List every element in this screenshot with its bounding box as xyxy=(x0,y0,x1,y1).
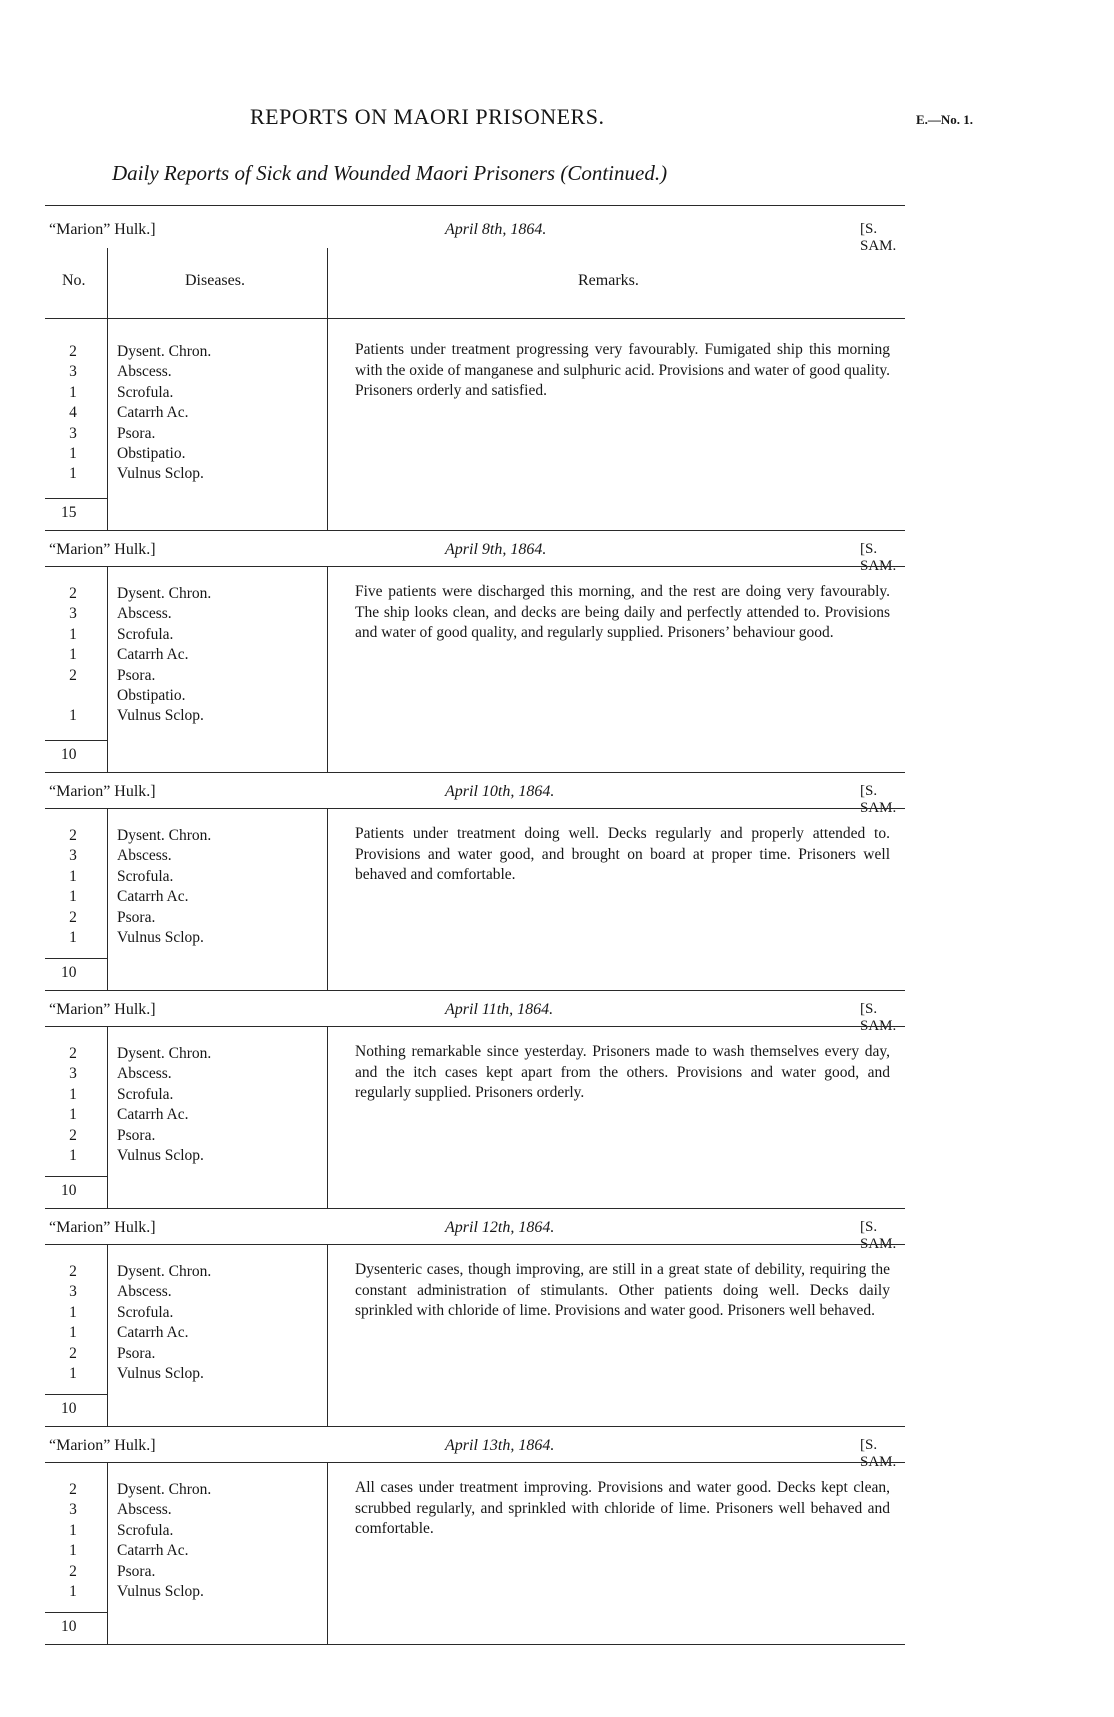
column-divider xyxy=(327,1244,328,1426)
disease-name: Psora. xyxy=(117,1126,156,1144)
vessel-name: “Marion” Hulk.] xyxy=(49,1219,156,1236)
total-count: 10 xyxy=(61,1182,77,1199)
case-count: 1 xyxy=(69,1146,77,1164)
section-header xyxy=(45,218,905,254)
case-counts xyxy=(53,1262,93,1384)
total-rule xyxy=(45,1394,107,1395)
section-header xyxy=(45,538,905,574)
disease-name: Catarrh Ac. xyxy=(117,404,189,422)
disease-list xyxy=(117,1262,317,1384)
case-count: 1 xyxy=(69,1582,77,1600)
disease-name: Vulnus Sclop. xyxy=(117,1146,204,1164)
section-end-rule xyxy=(45,772,905,773)
case-count: 3 xyxy=(69,363,77,381)
report-block xyxy=(45,1462,905,1644)
column-header-no: No. xyxy=(62,272,86,289)
total-count: 15 xyxy=(61,504,77,521)
disease-name: Catarrh Ac. xyxy=(117,1542,189,1560)
column-divider xyxy=(107,1462,108,1644)
report-block xyxy=(45,566,905,772)
disease-name: Vulnus Sclop. xyxy=(117,928,204,946)
disease-list xyxy=(117,826,317,948)
remarks-text: All cases under treatment improving. Provisions and water good. Decks kept clean, scrubbed regularly, and sprinkled with chloride of lime. Prisoners well behaved and comfortable. xyxy=(355,1479,890,1537)
total-rule xyxy=(45,958,107,959)
remarks-text: Five patients were discharged this morning, and the rest are doing very favourably. The ship looks clean, and decks are being daily and perfectly attended to. Provisions and water of good quality, and regularly supplied. Prisoners’ behaviour good. xyxy=(355,583,890,641)
disease-list xyxy=(117,342,317,485)
disease-name: Scrofula. xyxy=(117,383,174,401)
report-block xyxy=(45,808,905,990)
case-count: 1 xyxy=(69,1364,77,1382)
page-subtitle: Daily Reports of Sick and Wounded Maori Prisoners (Continued.) xyxy=(112,161,668,185)
column-divider xyxy=(327,566,328,772)
signer: [S. SAM. xyxy=(860,541,897,574)
vessel-name: “Marion” Hulk.] xyxy=(49,783,156,800)
case-counts xyxy=(53,1044,93,1166)
case-counts xyxy=(53,342,93,485)
disease-name: Psora. xyxy=(117,1344,156,1362)
section-end-rule xyxy=(45,1208,905,1209)
section-end-rule xyxy=(45,990,905,991)
section-end-rule xyxy=(45,530,905,531)
disease-name: Abscess. xyxy=(117,363,172,381)
case-count: 1 xyxy=(69,867,77,885)
case-count: 1 xyxy=(69,1542,77,1560)
case-count: 3 xyxy=(69,1501,77,1519)
vessel-name: “Marion” Hulk.] xyxy=(49,221,156,238)
case-count: 1 xyxy=(69,707,77,725)
disease-name: Abscess. xyxy=(117,1283,172,1301)
page-title: REPORTS ON MAORI PRISONERS. xyxy=(250,104,605,129)
section-header xyxy=(45,1434,905,1470)
case-count: 1 xyxy=(69,444,77,462)
disease-name: Psora. xyxy=(117,1562,156,1580)
report-date: April 12th, 1864. xyxy=(445,1219,555,1236)
case-counts xyxy=(53,826,93,948)
disease-name: Obstipatio. xyxy=(117,444,186,462)
report-block xyxy=(45,1244,905,1426)
case-count: 2 xyxy=(69,908,77,926)
document-reference: E.—No. 1. xyxy=(916,112,974,127)
total-count: 10 xyxy=(61,964,77,981)
disease-name: Abscess. xyxy=(117,847,172,865)
total-count: 10 xyxy=(61,746,77,763)
column-header-diseases: Diseases. xyxy=(185,272,245,289)
signer: [S. SAM. xyxy=(860,1001,897,1034)
report-date: April 11th, 1864. xyxy=(445,1001,554,1018)
total-rule xyxy=(45,1612,107,1613)
disease-name: Psora. xyxy=(117,908,156,926)
section-header xyxy=(45,780,905,816)
case-counts xyxy=(53,1480,93,1602)
case-count: 1 xyxy=(69,1521,77,1539)
column-divider xyxy=(107,318,108,530)
vessel-name: “Marion” Hulk.] xyxy=(49,541,156,558)
case-count: 2 xyxy=(69,1562,77,1580)
disease-name: Catarrh Ac. xyxy=(117,1106,189,1124)
total-rule xyxy=(45,1176,107,1177)
disease-name: Dysent. Chron. xyxy=(117,585,212,602)
report-date: April 9th, 1864. xyxy=(445,541,547,558)
case-count: 2 xyxy=(69,585,77,602)
remarks-text: Nothing remarkable since yesterday. Prisoners made to wash themselves every day, and the itch cases kept apart from the others. Provisions and water good, and regularly supplied. Prisoners orderly. xyxy=(355,1043,890,1101)
case-count: 1 xyxy=(69,383,77,401)
signer: [S. SAM. xyxy=(860,221,897,254)
case-count: 2 xyxy=(69,1263,77,1280)
case-count: 2 xyxy=(69,1126,77,1144)
disease-name: Dysent. Chron. xyxy=(117,343,212,360)
case-count: 1 xyxy=(69,465,77,483)
case-count: 1 xyxy=(69,646,77,664)
case-count: 1 xyxy=(69,1303,77,1321)
disease-name: Scrofula. xyxy=(117,867,174,885)
column-divider xyxy=(107,808,108,990)
disease-name: Dysent. Chron. xyxy=(117,1263,212,1280)
case-count: 3 xyxy=(69,1065,77,1083)
disease-list xyxy=(117,1044,317,1166)
case-count: 1 xyxy=(69,928,77,946)
section-header xyxy=(45,998,905,1034)
case-count: 2 xyxy=(69,1481,77,1498)
case-count: 1 xyxy=(69,888,77,906)
case-count xyxy=(53,686,93,706)
report-block xyxy=(45,1026,905,1208)
vessel-name: “Marion” Hulk.] xyxy=(49,1001,156,1018)
remarks-text: Patients under treatment progressing very favourably. Fumigated ship this morning with the oxide of manganese and sulphuric acid. Provisions and water of good quality. Prisoners orderly and satisfied. xyxy=(355,341,890,399)
case-count: 3 xyxy=(69,424,77,442)
disease-name: Catarrh Ac. xyxy=(117,1324,189,1342)
section-end-rule xyxy=(45,1426,905,1427)
total-count: 10 xyxy=(61,1400,77,1417)
column-header-divider xyxy=(327,248,328,318)
column-divider xyxy=(107,566,108,772)
case-count: 1 xyxy=(69,1106,77,1124)
disease-name: Dysent. Chron. xyxy=(117,1045,212,1062)
disease-name: Scrofula. xyxy=(117,625,174,643)
vessel-name: “Marion” Hulk.] xyxy=(49,1437,156,1454)
column-divider xyxy=(107,1244,108,1426)
disease-list xyxy=(117,584,317,727)
disease-name: Vulnus Sclop. xyxy=(117,707,204,725)
disease-name: Catarrh Ac. xyxy=(117,646,189,664)
remarks-text: Dysenteric cases, though improving, are still in a great state of debility, requiring the constant administration of stimulants. Other patients doing well. Decks daily sprinkled with chloride of lime. Provisions and water good. Prisoners well behaved. xyxy=(355,1261,890,1319)
disease-name: Abscess. xyxy=(117,605,172,623)
signer: [S. SAM. xyxy=(860,783,897,816)
column-divider xyxy=(327,1462,328,1644)
total-count: 10 xyxy=(61,1618,77,1635)
case-count: 3 xyxy=(69,847,77,865)
disease-name: Scrofula. xyxy=(117,1085,174,1103)
signer: [S. SAM. xyxy=(860,1437,897,1470)
report-date: April 10th, 1864. xyxy=(445,783,555,800)
disease-name: Vulnus Sclop. xyxy=(117,1364,204,1382)
column-divider xyxy=(327,1026,328,1208)
disease-name: Dysent. Chron. xyxy=(117,1481,212,1498)
report-date: April 8th, 1864. xyxy=(445,221,547,238)
disease-list xyxy=(117,1480,317,1602)
disease-name: Psora. xyxy=(117,666,156,684)
report-date: April 13th, 1864. xyxy=(445,1437,555,1454)
total-rule xyxy=(45,740,107,741)
total-rule xyxy=(45,498,107,499)
disease-name: Catarrh Ac. xyxy=(117,888,189,906)
disease-name: Abscess. xyxy=(117,1501,172,1519)
disease-name: Vulnus Sclop. xyxy=(117,1582,204,1600)
case-counts xyxy=(53,584,93,727)
column-divider xyxy=(327,808,328,990)
disease-name: Abscess. xyxy=(117,1065,172,1083)
column-header-divider xyxy=(107,248,108,318)
remarks-text: Patients under treatment doing well. Decks regularly and properly attended to. Provisions and water good, and brought on board at proper time. Prisoners well behaved and comfortable. xyxy=(355,825,890,883)
case-count: 4 xyxy=(69,404,77,422)
case-count: 3 xyxy=(69,1283,77,1301)
disease-name: Obstipatio. xyxy=(117,686,186,704)
case-count: 1 xyxy=(69,1324,77,1342)
case-count: 2 xyxy=(69,827,77,844)
case-count: 3 xyxy=(69,605,77,623)
disease-name: Vulnus Sclop. xyxy=(117,465,204,483)
column-divider xyxy=(327,318,328,530)
signer: [S. SAM. xyxy=(860,1219,897,1252)
case-count: 2 xyxy=(69,666,77,684)
case-count: 2 xyxy=(69,343,77,360)
disease-name: Dysent. Chron. xyxy=(117,827,212,844)
case-count: 2 xyxy=(69,1045,77,1062)
column-header-remarks: Remarks. xyxy=(578,272,639,289)
column-divider xyxy=(107,1026,108,1208)
disease-name: Scrofula. xyxy=(117,1303,174,1321)
section-header xyxy=(45,1216,905,1252)
top-rule xyxy=(45,205,905,206)
report-block xyxy=(45,318,905,530)
case-count: 1 xyxy=(69,1085,77,1103)
case-count: 1 xyxy=(69,625,77,643)
section-end-rule xyxy=(45,1644,905,1645)
disease-name: Psora. xyxy=(117,424,156,442)
disease-name: Scrofula. xyxy=(117,1521,174,1539)
case-count: 2 xyxy=(69,1344,77,1362)
